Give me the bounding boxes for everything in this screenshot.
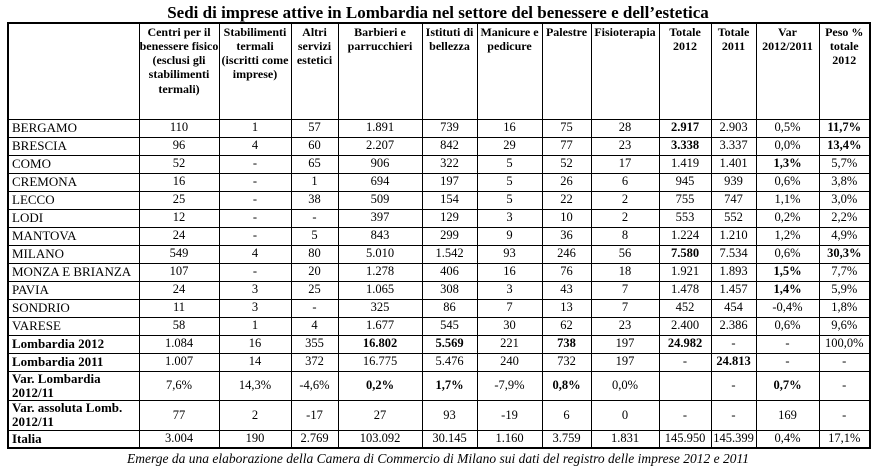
- row-label: CREMONA: [8, 173, 139, 191]
- data-cell: -7,9%: [477, 371, 542, 401]
- data-cell: 2,2%: [819, 209, 870, 227]
- data-cell: 62: [542, 317, 591, 335]
- data-cell: 30: [477, 317, 542, 335]
- data-cell: 30.145: [422, 430, 477, 448]
- data-cell: 3.338: [659, 137, 711, 155]
- data-cell: 12: [139, 209, 219, 227]
- row-label: BRESCIA: [8, 137, 139, 155]
- header-row: [8, 23, 870, 119]
- data-cell: 5: [477, 155, 542, 173]
- data-cell: 221: [477, 335, 542, 353]
- data-cell: 56: [591, 245, 659, 263]
- data-cell: 14: [219, 353, 291, 371]
- data-cell: 945: [659, 173, 711, 191]
- corner-cell: [8, 23, 139, 119]
- data-cell: 1,2%: [756, 227, 819, 245]
- data-cell: 6: [542, 401, 591, 431]
- column-header: Barbieri e parrucchieri: [338, 23, 422, 119]
- data-cell: 906: [338, 155, 422, 173]
- data-cell: 3.004: [139, 430, 219, 448]
- data-cell: -: [219, 191, 291, 209]
- data-cell: 197: [422, 173, 477, 191]
- data-cell: -: [659, 401, 711, 431]
- data-cell: 1,8%: [819, 299, 870, 317]
- data-cell: 80: [291, 245, 338, 263]
- data-cell: 10: [542, 209, 591, 227]
- data-cell: 16: [219, 335, 291, 353]
- data-cell: 246: [542, 245, 591, 263]
- data-cell: 1,7%: [422, 371, 477, 401]
- data-cell: 454: [711, 299, 756, 317]
- data-cell: -: [756, 353, 819, 371]
- data-cell: 1.007: [139, 353, 219, 371]
- data-cell: 4,9%: [819, 227, 870, 245]
- data-cell: 190: [219, 430, 291, 448]
- data-cell: 355: [291, 335, 338, 353]
- data-cell: 52: [542, 155, 591, 173]
- data-cell: 2: [591, 209, 659, 227]
- column-header: Stabilimenti termali (iscritti come imprese): [219, 23, 291, 119]
- data-cell: 0,8%: [542, 371, 591, 401]
- row-label: Var. Lombardia 2012/11: [8, 371, 139, 401]
- data-cell: 5,7%: [819, 155, 870, 173]
- data-cell: 16: [477, 263, 542, 281]
- source-caption: Emerge da una elaborazione della Camera di Commercio di Milano sui dati del registro delle imprese 2012 e 2011: [127, 451, 749, 467]
- data-cell: 25: [291, 281, 338, 299]
- data-cell: -: [711, 401, 756, 431]
- data-cell: 7,7%: [819, 263, 870, 281]
- column-header: Totale 2012: [659, 23, 711, 119]
- data-cell: 939: [711, 173, 756, 191]
- data-cell: 93: [477, 245, 542, 263]
- data-cell: 0,4%: [756, 430, 819, 448]
- data-cell: 107: [139, 263, 219, 281]
- data-cell: 1,5%: [756, 263, 819, 281]
- data-cell: 2.917: [659, 119, 711, 137]
- table-row: [8, 335, 870, 353]
- table-row: [8, 191, 870, 209]
- data-cell: 7.534: [711, 245, 756, 263]
- data-cell: -: [219, 155, 291, 173]
- page-title: Sedi di imprese attive in Lombardia nel settore del benessere e dell’estetica: [167, 3, 709, 22]
- data-cell: 1.677: [338, 317, 422, 335]
- data-cell: 154: [422, 191, 477, 209]
- row-label: Lombardia 2012: [8, 335, 139, 353]
- data-cell: 11,7%: [819, 119, 870, 137]
- table-row: [8, 155, 870, 173]
- data-cell: 552: [711, 209, 756, 227]
- data-cell: 18: [591, 263, 659, 281]
- data-cell: 197: [591, 353, 659, 371]
- data-cell: 0,6%: [756, 173, 819, 191]
- data-cell: 322: [422, 155, 477, 173]
- data-cell: 0,2%: [756, 209, 819, 227]
- data-cell: 0,2%: [338, 371, 422, 401]
- data-cell: 553: [659, 209, 711, 227]
- data-cell: 1.419: [659, 155, 711, 173]
- data-cell: 25: [139, 191, 219, 209]
- table-row: [8, 281, 870, 299]
- data-cell: 4: [219, 137, 291, 155]
- data-cell: 16: [477, 119, 542, 137]
- data-cell: 738: [542, 335, 591, 353]
- data-cell: 5.010: [338, 245, 422, 263]
- data-cell: 2: [591, 191, 659, 209]
- data-cell: 694: [338, 173, 422, 191]
- data-cell: 20: [291, 263, 338, 281]
- data-cell: 406: [422, 263, 477, 281]
- data-cell: 24.813: [711, 353, 756, 371]
- table-row: [8, 353, 870, 371]
- row-label: Var. assoluta Lomb. 2012/11: [8, 401, 139, 431]
- data-cell: -17: [291, 401, 338, 431]
- data-cell: 24: [139, 281, 219, 299]
- data-cell: -: [819, 401, 870, 431]
- data-cell: 739: [422, 119, 477, 137]
- data-cell: 52: [139, 155, 219, 173]
- data-cell: 3: [219, 299, 291, 317]
- data-table: [7, 22, 871, 449]
- row-label: MILANO: [8, 245, 139, 263]
- data-cell: 1,1%: [756, 191, 819, 209]
- data-cell: 13,4%: [819, 137, 870, 155]
- data-cell: 5.569: [422, 335, 477, 353]
- data-cell: 4: [291, 317, 338, 335]
- data-cell: 1.831: [591, 430, 659, 448]
- data-cell: 0,0%: [591, 371, 659, 401]
- data-cell: 2.386: [711, 317, 756, 335]
- table-row: [8, 119, 870, 137]
- data-cell: -: [756, 335, 819, 353]
- data-cell: 9,6%: [819, 317, 870, 335]
- data-cell: 16.775: [338, 353, 422, 371]
- data-cell: 77: [542, 137, 591, 155]
- data-cell: -: [219, 227, 291, 245]
- table-row: [8, 317, 870, 335]
- data-cell: 30,3%: [819, 245, 870, 263]
- data-cell: 3: [477, 209, 542, 227]
- data-cell: -: [711, 335, 756, 353]
- data-cell: 58: [139, 317, 219, 335]
- data-cell: 299: [422, 227, 477, 245]
- data-cell: -: [819, 371, 870, 401]
- data-cell: 5.476: [422, 353, 477, 371]
- data-cell: 129: [422, 209, 477, 227]
- data-cell: 2.769: [291, 430, 338, 448]
- column-header: Palestre: [542, 23, 591, 119]
- row-label: PAVIA: [8, 281, 139, 299]
- data-cell: -0,4%: [756, 299, 819, 317]
- data-cell: 24: [139, 227, 219, 245]
- data-cell: 6: [591, 173, 659, 191]
- table-row: [8, 371, 870, 401]
- data-cell: 36: [542, 227, 591, 245]
- row-label: MANTOVA: [8, 227, 139, 245]
- data-cell: 14,3%: [219, 371, 291, 401]
- data-cell: 5: [291, 227, 338, 245]
- data-cell: 732: [542, 353, 591, 371]
- data-cell: 843: [338, 227, 422, 245]
- data-cell: 2: [219, 401, 291, 431]
- data-cell: 26: [542, 173, 591, 191]
- data-cell: 23: [591, 137, 659, 155]
- data-cell: 842: [422, 137, 477, 155]
- data-cell: -: [711, 371, 756, 401]
- data-cell: 7.580: [659, 245, 711, 263]
- data-cell: 0,0%: [756, 137, 819, 155]
- data-cell: 145.399: [711, 430, 756, 448]
- data-cell: 28: [591, 119, 659, 137]
- data-cell: -: [819, 353, 870, 371]
- data-cell: -: [219, 173, 291, 191]
- data-cell: 1.457: [711, 281, 756, 299]
- table-row: [8, 173, 870, 191]
- data-cell: 27: [338, 401, 422, 431]
- data-cell: 103.092: [338, 430, 422, 448]
- data-cell: 1.278: [338, 263, 422, 281]
- table-body: [8, 119, 870, 448]
- data-cell: 3: [477, 281, 542, 299]
- table-row: [8, 245, 870, 263]
- data-cell: 1.160: [477, 430, 542, 448]
- data-cell: 86: [422, 299, 477, 317]
- data-cell: 93: [422, 401, 477, 431]
- data-cell: 22: [542, 191, 591, 209]
- data-cell: 1.542: [422, 245, 477, 263]
- table-row: [8, 299, 870, 317]
- data-cell: -: [219, 263, 291, 281]
- data-cell: 65: [291, 155, 338, 173]
- data-cell: 0,5%: [756, 119, 819, 137]
- data-cell: 3.337: [711, 137, 756, 155]
- row-label: VARESE: [8, 317, 139, 335]
- data-cell: 747: [711, 191, 756, 209]
- data-cell: [659, 371, 711, 401]
- data-cell: 7: [591, 299, 659, 317]
- table-row: [8, 401, 870, 431]
- data-cell: 1.921: [659, 263, 711, 281]
- table-row: [8, 263, 870, 281]
- data-cell: 38: [291, 191, 338, 209]
- data-cell: 1.210: [711, 227, 756, 245]
- data-cell: 308: [422, 281, 477, 299]
- data-cell: 3,8%: [819, 173, 870, 191]
- data-cell: 17: [591, 155, 659, 173]
- data-cell: 1.224: [659, 227, 711, 245]
- data-cell: 4: [219, 245, 291, 263]
- data-cell: 13: [542, 299, 591, 317]
- data-cell: -: [219, 209, 291, 227]
- column-header: Centri per il benessere fisico (esclusi gli stabilimenti termali): [139, 23, 219, 119]
- data-cell: 16.802: [338, 335, 422, 353]
- data-cell: 1.891: [338, 119, 422, 137]
- row-label: MONZA E BRIANZA: [8, 263, 139, 281]
- data-cell: -: [291, 209, 338, 227]
- data-cell: 57: [291, 119, 338, 137]
- data-cell: 43: [542, 281, 591, 299]
- row-label: COMO: [8, 155, 139, 173]
- data-cell: 1.065: [338, 281, 422, 299]
- data-cell: 0,7%: [756, 371, 819, 401]
- data-cell: 549: [139, 245, 219, 263]
- data-cell: 7: [477, 299, 542, 317]
- data-cell: 0,6%: [756, 245, 819, 263]
- data-cell: 1.401: [711, 155, 756, 173]
- data-cell: 8: [591, 227, 659, 245]
- column-header: Fisioterapia: [591, 23, 659, 119]
- data-cell: 755: [659, 191, 711, 209]
- data-cell: 1: [219, 317, 291, 335]
- data-cell: 1: [219, 119, 291, 137]
- data-cell: 5: [477, 173, 542, 191]
- column-header: Manicure e pedicure: [477, 23, 542, 119]
- data-cell: 145.950: [659, 430, 711, 448]
- data-cell: 3,0%: [819, 191, 870, 209]
- data-cell: 169: [756, 401, 819, 431]
- row-label: LODI: [8, 209, 139, 227]
- row-label: BERGAMO: [8, 119, 139, 137]
- column-header: Istituti di bellezza: [422, 23, 477, 119]
- data-cell: 9: [477, 227, 542, 245]
- row-label: Lombardia 2011: [8, 353, 139, 371]
- data-cell: 7: [591, 281, 659, 299]
- data-cell: 397: [338, 209, 422, 227]
- data-cell: 29: [477, 137, 542, 155]
- data-cell: 372: [291, 353, 338, 371]
- data-cell: 1.084: [139, 335, 219, 353]
- column-header: Peso % totale 2012: [819, 23, 870, 119]
- data-cell: 1,3%: [756, 155, 819, 173]
- row-label: SONDRIO: [8, 299, 139, 317]
- data-cell: 1,4%: [756, 281, 819, 299]
- data-cell: 16: [139, 173, 219, 191]
- column-header: Var 2012/2011: [756, 23, 819, 119]
- data-cell: 77: [139, 401, 219, 431]
- table-row: [8, 227, 870, 245]
- data-cell: 0,6%: [756, 317, 819, 335]
- table-row: [8, 209, 870, 227]
- table-row: [8, 137, 870, 155]
- data-cell: 545: [422, 317, 477, 335]
- data-cell: 1.893: [711, 263, 756, 281]
- data-cell: 1: [291, 173, 338, 191]
- data-cell: 17,1%: [819, 430, 870, 448]
- data-cell: 11: [139, 299, 219, 317]
- data-cell: 24.982: [659, 335, 711, 353]
- data-cell: -: [659, 353, 711, 371]
- data-cell: 452: [659, 299, 711, 317]
- data-cell: 2.400: [659, 317, 711, 335]
- data-cell: 100,0%: [819, 335, 870, 353]
- data-cell: 5,9%: [819, 281, 870, 299]
- data-cell: -19: [477, 401, 542, 431]
- data-cell: 76: [542, 263, 591, 281]
- data-cell: 110: [139, 119, 219, 137]
- column-header: Totale 2011: [711, 23, 756, 119]
- data-cell: 509: [338, 191, 422, 209]
- data-cell: 7,6%: [139, 371, 219, 401]
- data-cell: 325: [338, 299, 422, 317]
- row-label: LECCO: [8, 191, 139, 209]
- data-cell: 2.207: [338, 137, 422, 155]
- data-cell: -4,6%: [291, 371, 338, 401]
- data-cell: 3.759: [542, 430, 591, 448]
- data-cell: 5: [477, 191, 542, 209]
- data-cell: -: [291, 299, 338, 317]
- data-cell: 0: [591, 401, 659, 431]
- data-cell: 2.903: [711, 119, 756, 137]
- data-cell: 197: [591, 335, 659, 353]
- data-cell: 1.478: [659, 281, 711, 299]
- table-row: [8, 430, 870, 448]
- data-cell: 75: [542, 119, 591, 137]
- data-cell: 23: [591, 317, 659, 335]
- data-cell: 60: [291, 137, 338, 155]
- data-cell: 96: [139, 137, 219, 155]
- data-cell: 3: [219, 281, 291, 299]
- column-header: Altri servizi estetici: [291, 23, 338, 119]
- row-label: Italia: [8, 430, 139, 448]
- data-cell: 240: [477, 353, 542, 371]
